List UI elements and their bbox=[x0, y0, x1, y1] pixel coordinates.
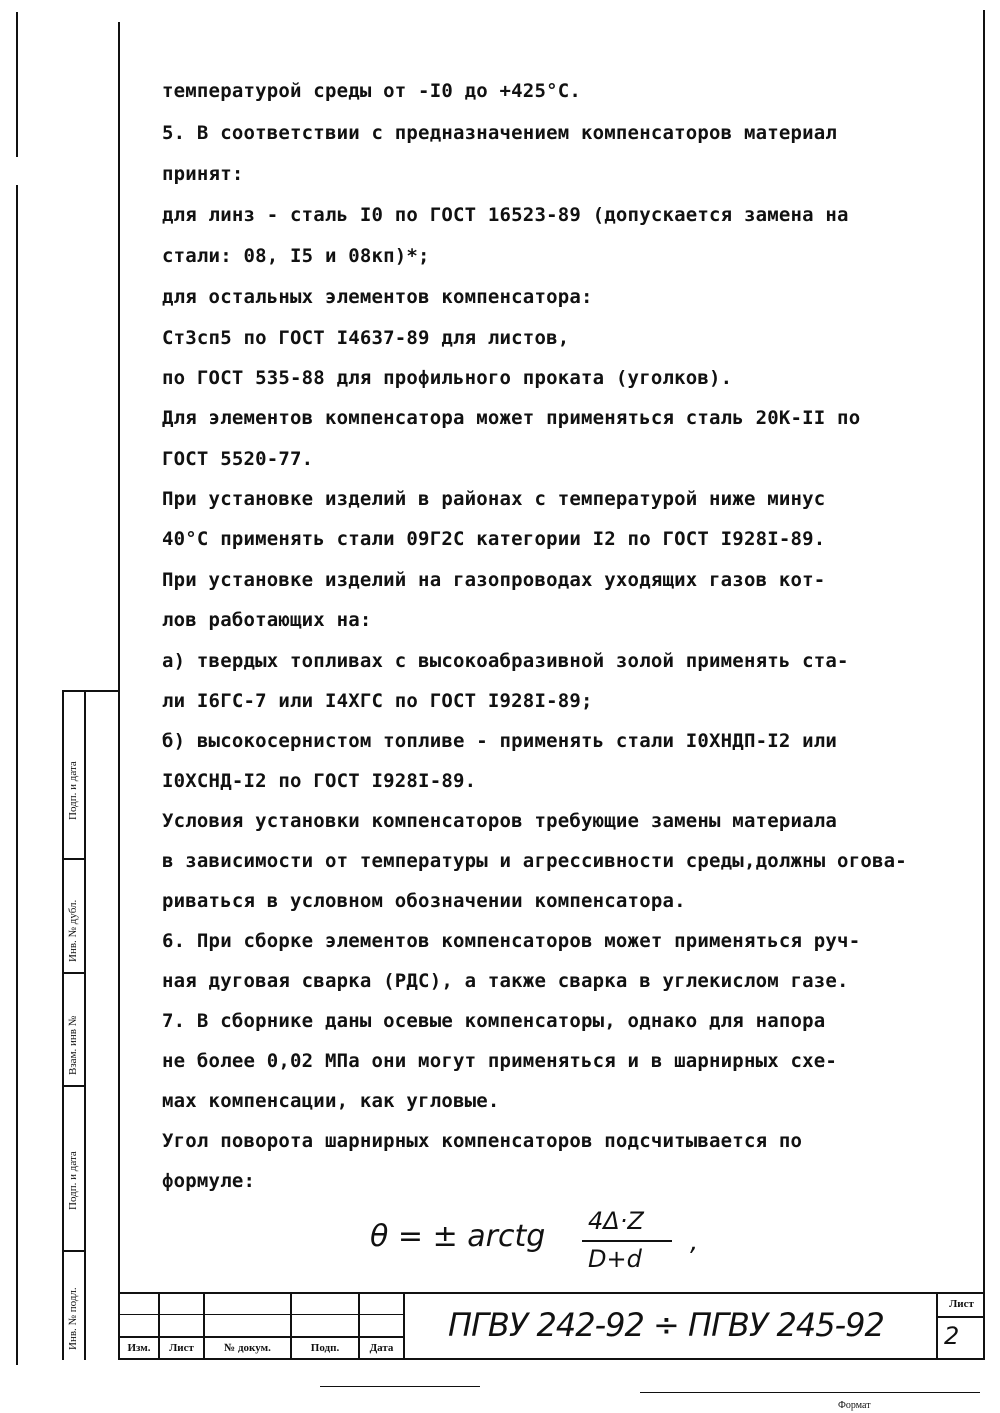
text-line: принят: bbox=[162, 163, 244, 185]
stamp-label: Инв. № дубл. bbox=[67, 899, 79, 962]
text-line: I0ХСНД-I2 по ГОСТ I928I-89. bbox=[162, 770, 477, 792]
footer-rule bbox=[640, 1392, 980, 1393]
text-line: При установке изделий на газопроводах уходящих газов кот- bbox=[162, 569, 826, 591]
text-line: в зависимости от температуры и агрессивности среды,должны огова- bbox=[162, 850, 907, 872]
text-line: б) высокосернистом топливе - применять стали I0ХНДП-I2 или bbox=[162, 730, 838, 752]
text-line: по ГОСТ 535-88 для профильного проката (уголков). bbox=[162, 367, 733, 389]
text-line: для линз - сталь I0 по ГОСТ 16523-89 (допускается замена на bbox=[162, 204, 849, 226]
text-line: ная дуговая сварка (РДС), а также сварка в углекислом газе. bbox=[162, 970, 849, 992]
text-line: а) твердых топливах с высокоабразивной золой применять ста- bbox=[162, 650, 849, 672]
text-line: температурой среды от -I0 до +425°С. bbox=[162, 80, 582, 102]
formula-numerator: 4Δ·Z bbox=[588, 1207, 644, 1235]
stamp-label: Взам. инв № bbox=[67, 1015, 79, 1075]
formula bbox=[370, 1205, 730, 1285]
text-line: Ст3сп5 по ГОСТ I4637-89 для листов, bbox=[162, 327, 570, 349]
text-line: Угол поворота шарнирных компенсаторов подсчитывается по bbox=[162, 1130, 803, 1152]
format-label: Формат bbox=[838, 1400, 871, 1411]
left-margin-rule-lower bbox=[16, 185, 18, 1365]
text-line: стали: 08, I5 и 08кп)*; bbox=[162, 245, 430, 267]
formula-lhs: θ = ± arctg bbox=[370, 1219, 546, 1254]
stamp-label: Инв. № подл. bbox=[67, 1287, 79, 1350]
text-line: риваться в условном обозначении компенсатора. bbox=[162, 890, 686, 912]
text-line: Условия установки компенсаторов требующие замены материала bbox=[162, 810, 838, 832]
text-line: 6. При сборке элементов компенсаторов может применяться руч- bbox=[162, 930, 861, 952]
title-block bbox=[118, 1292, 985, 1360]
frame-left bbox=[118, 22, 120, 1360]
sheet-label: Лист bbox=[949, 1298, 974, 1310]
stamp-label: Подп. и дата bbox=[67, 761, 79, 820]
text-line: Для элементов компенсатора может применяться сталь 20К-II по bbox=[162, 407, 861, 429]
text-line: 7. В сборнике даны осевые компенсаторы, однако для напора bbox=[162, 1010, 826, 1032]
stamp-label: Подп. и дата bbox=[67, 1151, 79, 1210]
text-line: не более 0,02 МПа они могут применяться и в шарнирных схе- bbox=[162, 1050, 838, 1072]
text-line: При установке изделий в районах с температурой ниже минус bbox=[162, 488, 826, 510]
sheet-number: 2 bbox=[944, 1322, 960, 1350]
column-label: Подп. bbox=[310, 1342, 340, 1354]
text-line: лов работающих на: bbox=[162, 609, 372, 631]
left-margin-rule bbox=[16, 12, 18, 157]
text-line: формуле: bbox=[162, 1170, 256, 1192]
frame-right bbox=[983, 10, 985, 1360]
text-line: 5. В соответствии с предназначением компенсаторов материал bbox=[162, 122, 838, 144]
formula-trailing: , bbox=[690, 1227, 699, 1257]
column-label: Изм. bbox=[127, 1342, 151, 1354]
text-line: для остальных элементов компенсатора: bbox=[162, 286, 593, 308]
side-stamp bbox=[62, 690, 118, 1360]
column-label: Дата bbox=[369, 1342, 394, 1354]
footer-rule bbox=[320, 1386, 480, 1387]
column-label: Лист bbox=[169, 1342, 194, 1354]
formula-denominator: D+d bbox=[588, 1245, 642, 1273]
column-label: № докум. bbox=[224, 1342, 271, 1354]
document-code: ПГВУ 242-92 ÷ ПГВУ 245-92 bbox=[448, 1306, 884, 1344]
text-line: ГОСТ 5520-77. bbox=[162, 448, 314, 470]
text-line: ли I6ГС-7 или I4ХГС по ГОСТ I928I-89; bbox=[162, 690, 593, 712]
text-line: мах компенсации, как угловые. bbox=[162, 1090, 500, 1112]
text-line: 40°С применять стали 09Г2С категории I2 по ГОСТ I928I-89. bbox=[162, 528, 826, 550]
fraction-bar bbox=[582, 1240, 672, 1242]
